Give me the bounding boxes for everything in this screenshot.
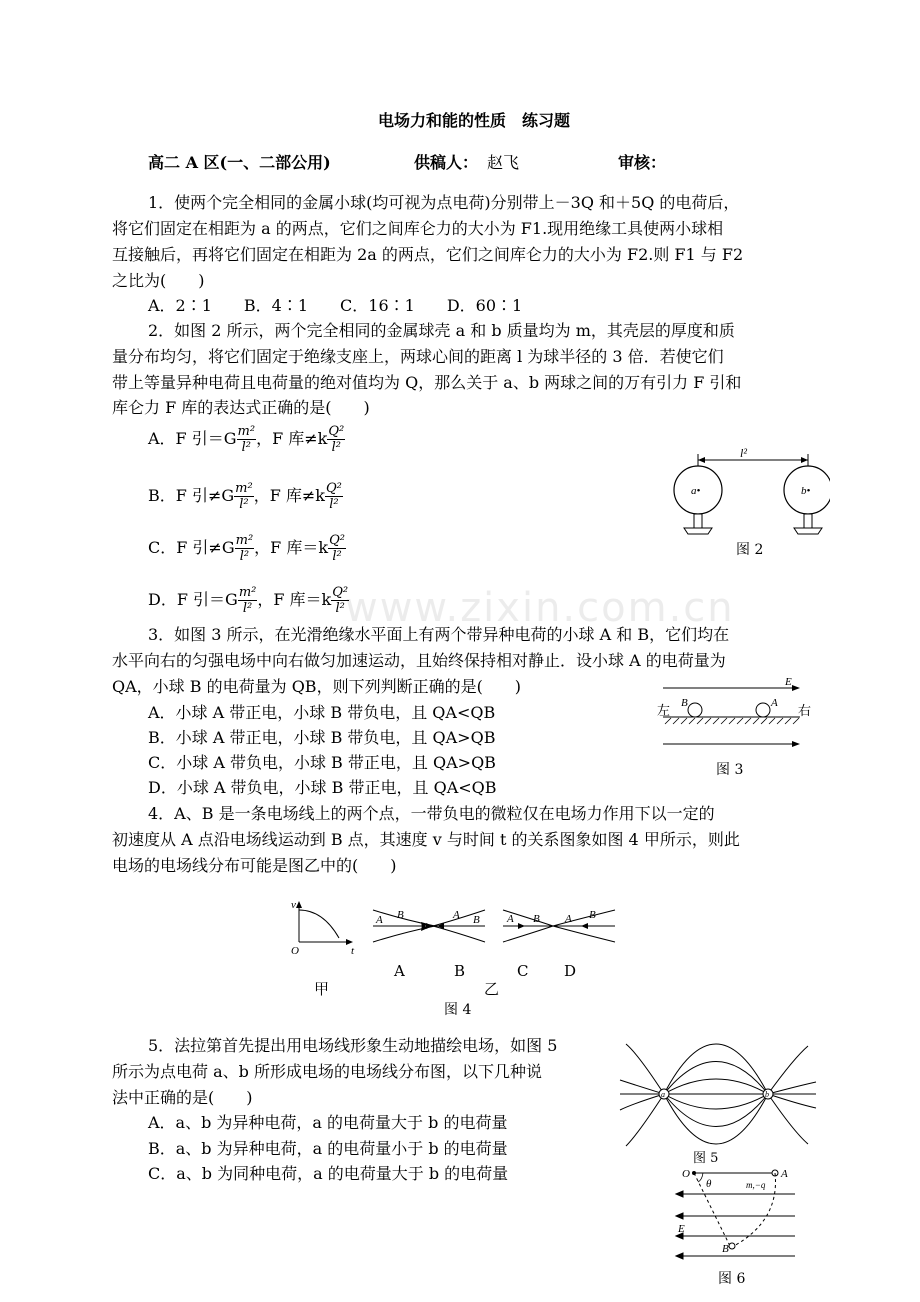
q3-option-d: D．小球 A 带负电，小球 B 带正电，且 QA<QB bbox=[148, 778, 497, 797]
q3-line3: QA，小球 B 的电荷量为 QB，则下列判断正确的是( ) bbox=[112, 677, 522, 696]
figure-6-caption: 图 6 bbox=[718, 1271, 746, 1287]
svg-text:E: E bbox=[678, 1223, 685, 1235]
q5-line1: 5．法拉第首先提出用电场线形象生动地描绘电场，如图 5 bbox=[148, 1036, 558, 1055]
fig4-jia: 甲 bbox=[314, 980, 330, 998]
fig4-label-d: D bbox=[564, 962, 577, 980]
svg-text:t: t bbox=[351, 945, 355, 957]
svg-text:A: A bbox=[453, 909, 460, 921]
q2-line4: 库仑力 F 库的表达式正确的是( ) bbox=[112, 398, 370, 417]
figure-5-caption: 图 5 bbox=[693, 1146, 718, 1172]
q1-line3: 互接触后，再将它们固定在相距为 2a 的两点，它们之间库仑力的大小为 F2.则 F1 与 F2 bbox=[112, 245, 744, 264]
fig4-label-b: B bbox=[454, 962, 466, 980]
svg-text:θ: θ bbox=[706, 1178, 712, 1190]
q2-option-a: A．F 引＝G $\frac{\text{m²}}{\text{l²}}$ ，F 库≠k $\frac{\text{Q²}}{\text{l²}}$ bbox=[148, 424, 345, 455]
figure-4-caption: 图 4 bbox=[444, 1002, 472, 1018]
fig2-l-label: l² bbox=[740, 448, 747, 460]
author-label: 供稿人： bbox=[414, 153, 479, 172]
svg-text:B: B bbox=[722, 1243, 729, 1255]
q5-option-b: B．a、b 为异种电荷，a 的电荷量小于 b 的电荷量 bbox=[148, 1139, 508, 1158]
q5-option-c: C．a、b 为同种电荷，a 的电荷量大于 b 的电荷量 bbox=[148, 1164, 509, 1183]
q5-option-a: A．a、b 为异种电荷，a 的电荷量大于 b 的电荷量 bbox=[148, 1113, 508, 1132]
fig2-a-label: a• bbox=[691, 485, 701, 497]
figure-2-caption: 图 2 bbox=[736, 542, 764, 558]
svg-text:O: O bbox=[682, 1168, 690, 1180]
q3-option-b: B．小球 A 带正电，小球 B 带负电，且 QA>QB bbox=[148, 728, 496, 747]
svg-text:B: B bbox=[589, 909, 596, 921]
svg-text:B: B bbox=[473, 914, 480, 926]
fig2-b-label: b• bbox=[801, 485, 811, 497]
svg-text:B: B bbox=[681, 697, 688, 709]
q2-line2: 量分布均匀，将它们固定于绝缘支座上，两球心间的距离 l 为球半径的 3 倍．若使它们 bbox=[112, 347, 724, 366]
fig4-label-a: A bbox=[394, 962, 405, 980]
q4-line3: 电场的电场线分布可能是图乙中的( ) bbox=[112, 856, 397, 875]
svg-text:左: 左 bbox=[657, 703, 671, 718]
q1-line4: 之比为( ) bbox=[112, 271, 205, 290]
svg-text:A: A bbox=[771, 697, 778, 709]
q2-option-b: B．F 引≠G $\frac{\text{m²}}{\text{l²}}$ ，F 库≠k $\frac{\text{Q²}}{\text{l²}}$ bbox=[148, 481, 342, 512]
q5-line3: 法中正确的是( ) bbox=[112, 1088, 253, 1107]
page-title: 电场力和能的性质 练习题 bbox=[378, 111, 571, 130]
q3-option-a: A．小球 A 带正电，小球 B 带负电，且 QA<QB bbox=[148, 703, 496, 722]
q3-line2: 水平向右的匀强电场中向右做匀加速运动，且始终保持相对静止．设小球 A 的电荷量为 bbox=[112, 651, 726, 670]
q2-line1: 2．如图 2 所示，两个完全相同的金属球壳 a 和 b 质量均为 m，其壳层的厚度和质 bbox=[148, 321, 735, 340]
q5-line2: 所示为点电荷 a、b 所形成电场的电场线分布图，以下几种说 bbox=[112, 1062, 542, 1081]
q2-option-d: D．F 引＝G $\frac{\text{m²}}{\text{l²}}$ ，F 库＝k $\frac{\text{Q²}}{\text{l²}}$ bbox=[148, 585, 349, 616]
class-label: 高二 A 区(一、二部公用) bbox=[148, 153, 331, 172]
figure-4-diagram bbox=[285, 896, 620, 958]
fig4-yi: 乙 bbox=[484, 980, 500, 998]
q2-option-c: C．F 引≠G $\frac{\text{m²}}{\text{l²}}$ ，F 库＝k $\frac{\text{Q²}}{\text{l²}}$ bbox=[148, 533, 345, 564]
svg-text:v: v bbox=[291, 899, 296, 911]
svg-text:E: E bbox=[785, 676, 792, 688]
q1-line1: 1．使两个完全相同的金属小球(均可视为点电荷)分别带上－3Q 和＋5Q 的电荷后， bbox=[148, 193, 740, 212]
svg-text:b: b bbox=[765, 1090, 769, 1099]
figure-6-diagram bbox=[670, 1160, 810, 1260]
figure-5-diagram bbox=[618, 1034, 818, 1159]
svg-text:右: 右 bbox=[798, 703, 812, 718]
q4-line2: 初速度从 A 点沿电场线运动到 B 点，其速度 v 与时间 t 的关系图象如图 4 甲所示，则此 bbox=[112, 830, 740, 849]
author-name: 赵飞 bbox=[487, 153, 520, 172]
svg-text:B: B bbox=[533, 913, 540, 925]
watermark: www.zixin.com.cn bbox=[345, 585, 735, 631]
svg-text:B: B bbox=[397, 909, 404, 921]
q3-line1: 3．如图 3 所示，在光滑绝缘水平面上有两个带异种电荷的小球 A 和 B，它们均在 bbox=[148, 625, 730, 644]
q1-options: A．2∶1 B．4∶1 C．16∶1 D．60∶1 bbox=[148, 296, 523, 315]
svg-text:O: O bbox=[291, 945, 299, 957]
q1-line2: 将它们固定在相距为 a 的两点，它们之间库仑力的大小为 F1.现用绝缘工具使两小球相 bbox=[112, 219, 724, 238]
figure-3-diagram bbox=[655, 676, 815, 754]
svg-text:a: a bbox=[661, 1090, 665, 1099]
review-label: 审核： bbox=[618, 153, 667, 172]
fig4-label-c: C bbox=[517, 962, 529, 980]
figure-3-caption: 图 3 bbox=[716, 762, 744, 778]
svg-text:A: A bbox=[781, 1168, 788, 1180]
svg-text:A: A bbox=[376, 914, 383, 926]
q2-line3: 带上等量异种电荷且电荷量的绝对值均为 Q，那么关于 a、b 两球之间的万有引力 F 引和 bbox=[112, 373, 742, 392]
svg-text:A: A bbox=[565, 913, 572, 925]
svg-text:m,−q: m,−q bbox=[746, 1180, 766, 1190]
q4-line1: 4．A、B 是一条电场线上的两个点，一带负电的微粒仅在电场力作用下以一定的 bbox=[148, 804, 715, 823]
q3-option-c: C．小球 A 带负电，小球 B 带正电，且 QA>QB bbox=[148, 753, 496, 772]
svg-text:A: A bbox=[507, 913, 514, 925]
